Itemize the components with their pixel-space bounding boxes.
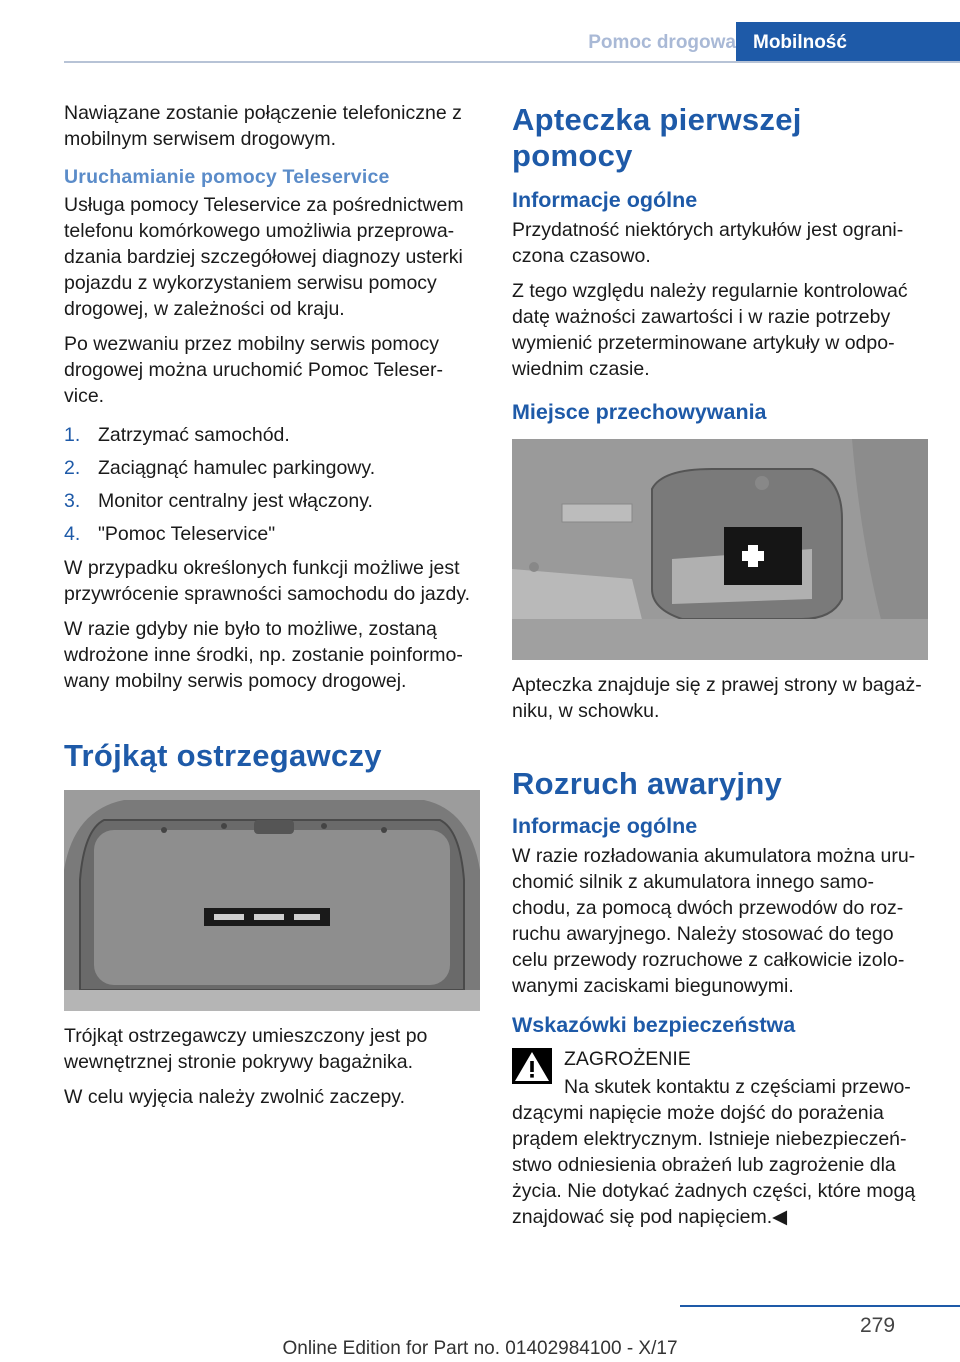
warning-block: [512, 1046, 928, 1072]
left-column: [64, 100, 480, 1119]
chapter-tab: Mobilność: [736, 22, 960, 63]
page-number: 279: [860, 1314, 896, 1337]
safety-heading: Wskazówki bezpieczeństwa: [512, 1013, 796, 1037]
triangle-image: [64, 790, 480, 1011]
jumpstart-heading: Rozruch awaryjny: [512, 766, 783, 801]
header-rule: [64, 61, 960, 63]
right-column: [512, 100, 928, 1239]
storage-caption: Apteczka znajduje się z prawej strony w bagaż‐niku, w schowku.: [512, 674, 922, 722]
footer-rule: [680, 1305, 960, 1307]
jumpstart-text: W razie rozładowania akumulatora można uru‐chomić silnik z akumulatora innego samo‐chodu, za pomocą dwóch przewodów do roz‐ruchu awaryjnego. Należy stosować do tego celu przewody rozruchowe z całkowicie izolo‐wanymi zaciskami biegunowymi.: [512, 845, 916, 997]
teleservice-description: Usługa pomocy Teleservice za pośrednictwem telefonu komórkowego umożliwia przeprowa‐dzania bardziej szczegółowej diagnozy usterki pojazdu z wykorzystaniem serwisu pomocy drogowej, w zależności od kraju.: [64, 194, 464, 320]
storage-heading: Miejsce przechowywania: [512, 400, 767, 424]
triangle-heading: Trójkąt ostrzegawczy: [64, 738, 382, 773]
teleservice-subheading: Uruchamianie pomocy Teleservice: [64, 166, 390, 188]
section-tab: Pomoc drogowa: [588, 32, 736, 53]
triangle-caption: Trójkąt ostrzegawczy umieszczony jest po wewnętrznej stronie pokrywy bagażnika.: [64, 1025, 428, 1073]
edition-footer: Online Edition for Part no. 01402984100 - X/17: [282, 1338, 678, 1359]
firstaid-image: [512, 439, 928, 660]
warning-triangle-icon: [512, 1048, 552, 1084]
fallback-text: W razie gdyby nie było to możliwe, zostaną wdrożone inne środki, np. zostanie poinformo‐wany mobilny serwis pomocy drogowej.: [64, 618, 463, 692]
jumpstart-general-heading: Informacje ogólne: [512, 814, 698, 838]
list-item: 2. Zaciągnąć hamulec parkingowy.: [64, 457, 376, 479]
firstaid-general-heading: Informacje ogólne: [512, 188, 698, 212]
teleservice-activation: Po wezwaniu przez mobilny serwis pomocy drogowej można uruchomić Pomoc Teleser‐vice.: [64, 333, 443, 407]
firstaid-general-text: Przydatność niektórych artykułów jest ograni‐czona czasowo.: [512, 219, 904, 267]
list-item: 1. Zatrzymać samochód.: [64, 424, 290, 446]
firstaid-heading: Apteczka pierwszej pomocy: [512, 102, 802, 173]
list-item: 4. "Pomoc Teleservice": [64, 523, 276, 545]
triangle-note: W celu wyjęcia należy zwolnić zaczepy.: [64, 1086, 406, 1108]
warning-text: Na skutek kontaktu z częściami przewo‐dzącymi napięcie może dojść do porażenia prądem elektrycznym. Istnieje niebezpieczeń‐stwo odniesienia obrażeń lub zagrożenie dla życia. Nie dotykać żadnych części, które mogą znajdować się pod napięciem.◀: [512, 1076, 916, 1228]
warning-label: ZAGROŻENIE: [564, 1048, 691, 1070]
page-header: [64, 22, 960, 62]
list-item: 3. Monitor centralny jest włączony.: [64, 490, 373, 512]
steps-list: [64, 422, 480, 547]
restore-text: W przypadku określonych funkcji możliwe jest przywrócenie sprawności samochodu do jazdy.: [64, 557, 471, 605]
firstaid-check-text: Z tego względu należy regularnie kontrolować datę ważności zawartości i w razie potrzeby wymienić przeterminowane artykuły w odpo‐wiednim czasie.: [512, 280, 908, 380]
intro-text: Nawiązane zostanie połączenie telefoniczne z mobilnym serwisem drogowym.: [64, 102, 462, 150]
